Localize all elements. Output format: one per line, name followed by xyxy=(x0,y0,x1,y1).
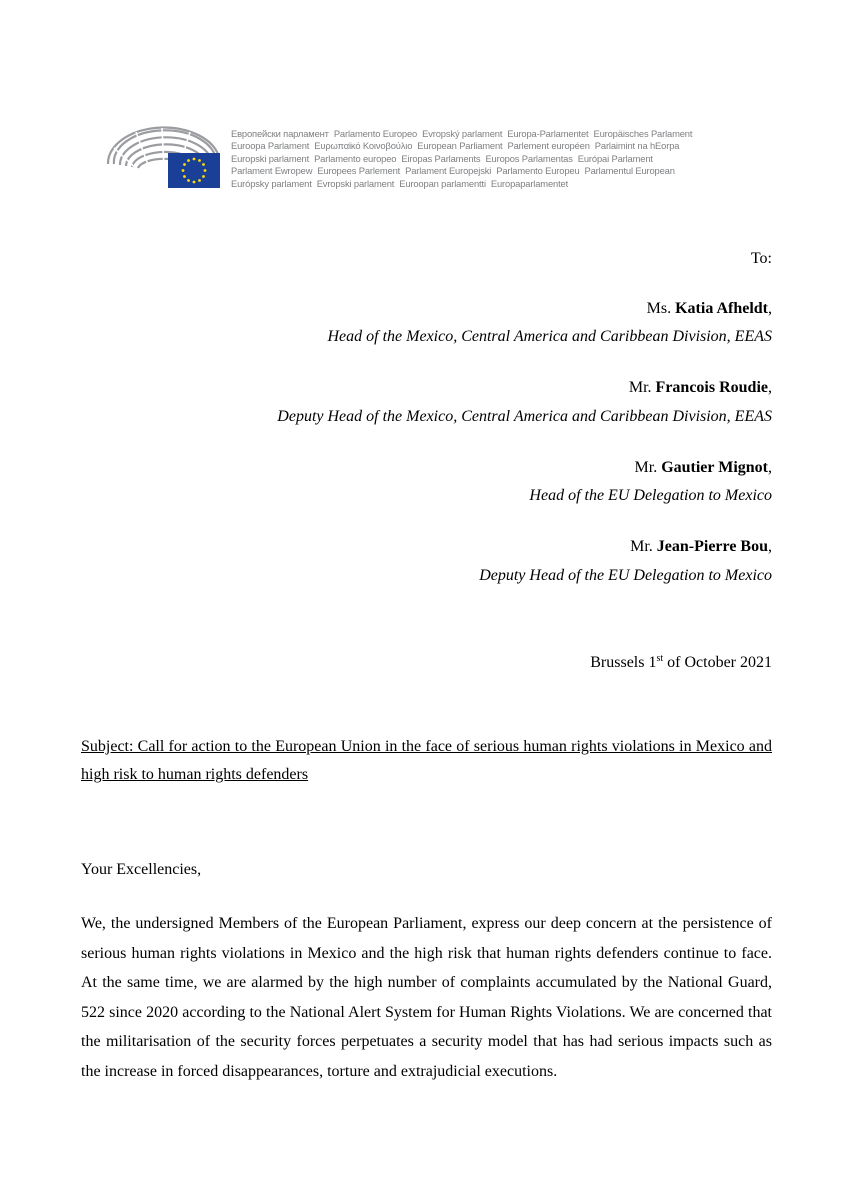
names-row: Europski parlament Parlamento europeo Eiropas Parlaments Europos Parlamentas Európai Parlament xyxy=(231,152,653,164)
recipient-name-line: Ms. Katia Afheldt, xyxy=(646,300,772,317)
letter-date: Brussels 1st of October 2021 xyxy=(590,653,772,671)
recipient-block xyxy=(277,377,772,428)
european-parliament-logo xyxy=(106,124,220,190)
letter-greeting: Your Excellencies, xyxy=(81,861,202,878)
letter-paragraph: We, the undersigned Members of the European Parliament, express our deep concern at the persistence of serious human rights violations in Mexico and the high risk that human rights defenders continue to face. At the same time, we are alarmed by the high number of complaints accumulated by the National Guard, 522 since 2020 according to the National Alert System for Human Rights Violations. We are concerned that the militarisation of the security forces perpetuates a security model that has had serious impacts such as the increase in forced disappearances, torture and extrajudicial executions. xyxy=(81,915,772,1080)
recipient-name: Katia Afheldt xyxy=(675,300,768,317)
recipient-block xyxy=(529,457,772,507)
names-row: Европейски парламент Parlamento Europeo Evropský parlament Europa-Parlamentet Europäisches Parlament xyxy=(231,128,693,139)
names-row: Európsky parlament Evropski parlament Euroopan parlamentti Europaparlamentet xyxy=(231,177,569,189)
recipient-role: Head of the EU Delegation to Mexico xyxy=(529,487,772,504)
recipient-name: Jean-Pierre Bou xyxy=(656,538,768,555)
recipient-name-line: Mr. Gautier Mignot, xyxy=(634,459,772,476)
recipient-role: Deputy Head of the Mexico, Central America and Caribbean Division, EEAS xyxy=(277,408,772,425)
to-label: To: xyxy=(750,250,772,267)
letter-subject: Subject: Call for action to the European Union in the face of serious human rights violations in Mexico and high risk to human rights defenders xyxy=(81,738,772,783)
parliament-names xyxy=(231,128,697,190)
recipient-role: Deputy Head of the EU Delegation to Mexico xyxy=(479,567,772,584)
recipient-block xyxy=(327,298,772,348)
recipient-name: Francois Roudie xyxy=(655,379,768,396)
recipient-role: Head of the Mexico, Central America and Caribbean Division, EEAS xyxy=(327,328,772,345)
recipient-name-line: Mr. Francois Roudie, xyxy=(628,379,772,396)
hemicycle-icon xyxy=(106,124,220,190)
recipient-name-line: Mr. Jean-Pierre Bou, xyxy=(630,538,772,555)
names-row: Euroopa Parlament Ευρωπαϊκό Κοινοβούλιο European Parliament Parlement européen Parlaimint na hEorpa xyxy=(231,140,680,152)
names-row: Parlament Ewropew Europees Parlement Parlament Europejski Parlamento Europeu Parlamentul European xyxy=(231,165,675,177)
recipient-block xyxy=(479,536,772,587)
recipient-name: Gautier Mignot xyxy=(661,459,768,476)
